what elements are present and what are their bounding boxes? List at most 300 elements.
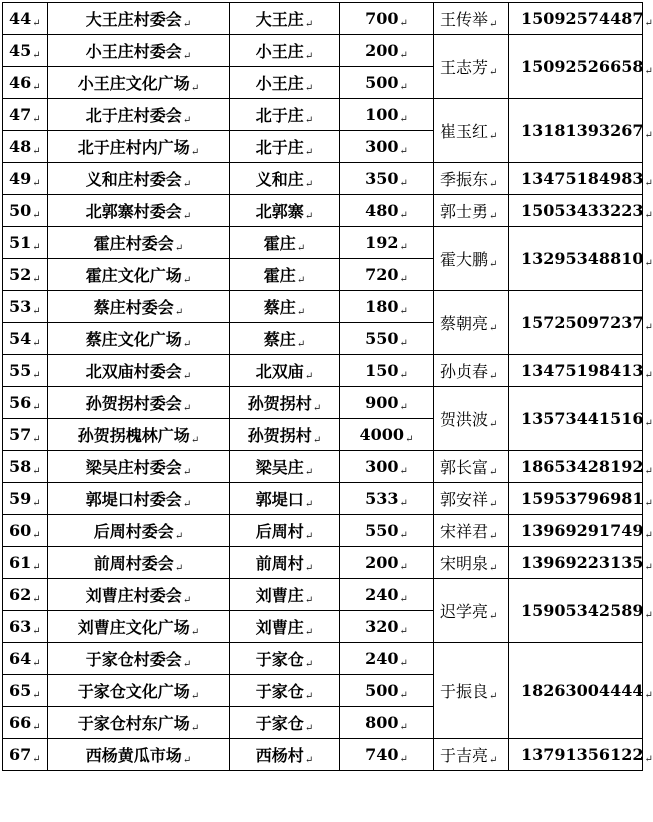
- quantity-text: 550: [365, 520, 399, 540]
- row-number-text: 54: [9, 328, 32, 348]
- quantity: [340, 643, 434, 675]
- village-name: [230, 515, 340, 547]
- contact-phone-text: 15905342589: [521, 600, 644, 620]
- paragraph-mark: ↵: [304, 19, 314, 30]
- paragraph-mark: ↵: [296, 307, 306, 318]
- paragraph-mark: ↵: [182, 19, 192, 30]
- row-number: [3, 227, 48, 259]
- quantity: [340, 483, 434, 515]
- quantity-text: 320: [365, 616, 399, 636]
- site-name-text: 于家仓村东广场: [77, 714, 190, 733]
- contact-name-text: 于振良: [440, 682, 489, 701]
- paragraph-mark: ↵: [644, 209, 653, 221]
- contact-name-text: 霍大鹏: [440, 250, 489, 269]
- village-name: [230, 163, 340, 195]
- quantity-text: 240: [365, 584, 399, 604]
- quantity-text: 480: [365, 200, 399, 220]
- paragraph-mark: ↵: [489, 67, 498, 78]
- paragraph-mark: ↵: [296, 339, 306, 350]
- paragraph-mark: ↵: [399, 273, 408, 285]
- row-number: [3, 163, 48, 195]
- quantity-text: 180: [365, 296, 399, 316]
- contact-phone-text: 13295348810: [521, 248, 644, 268]
- contact-phone: [509, 739, 653, 771]
- contact-name: [434, 163, 509, 195]
- paragraph-mark: ↵: [399, 305, 408, 317]
- paragraph-mark: ↵: [644, 465, 653, 477]
- row-number: [3, 547, 48, 579]
- contact-name: [434, 35, 509, 99]
- table-row: [3, 387, 643, 419]
- paragraph-mark: ↵: [32, 433, 41, 445]
- site-name-text: 蔡庄文化广场: [85, 330, 182, 349]
- site-name-text: 后周村委会: [93, 522, 174, 541]
- contact-phone-text: 15953796981: [521, 488, 644, 508]
- paragraph-mark: ↵: [489, 531, 498, 542]
- table-row: [3, 739, 643, 771]
- contact-name: [434, 547, 509, 579]
- row-number-text: 63: [9, 616, 32, 636]
- quantity-text: 4000: [359, 424, 405, 444]
- paragraph-mark: ↵: [182, 595, 192, 606]
- paragraph-mark: ↵: [32, 657, 41, 669]
- contact-phone: [509, 387, 653, 451]
- paragraph-mark: ↵: [32, 337, 41, 349]
- paragraph-mark: ↵: [182, 467, 192, 478]
- village-name-text: 小王庄: [255, 42, 304, 61]
- quantity: [340, 195, 434, 227]
- site-name-text: 霍庄村委会: [93, 234, 174, 253]
- contact-name: [434, 739, 509, 771]
- paragraph-mark: ↵: [489, 691, 498, 702]
- village-name-text: 北郭寨: [255, 202, 304, 221]
- village-name: [230, 3, 340, 35]
- contact-name: [434, 515, 509, 547]
- row-number-text: 49: [9, 168, 32, 188]
- row-number: [3, 611, 48, 643]
- village-name-text: 孙贺拐村: [247, 394, 312, 413]
- paragraph-mark: ↵: [32, 625, 41, 637]
- paragraph-mark: ↵: [304, 83, 314, 94]
- paragraph-mark: ↵: [399, 689, 408, 701]
- contact-phone: [509, 451, 653, 483]
- village-name: [230, 259, 340, 291]
- row-number-text: 44: [9, 8, 32, 28]
- quantity-text: 100: [365, 104, 399, 124]
- paragraph-mark: ↵: [32, 177, 41, 189]
- site-name-text: 前周村委会: [93, 554, 174, 573]
- paragraph-mark: ↵: [32, 753, 41, 765]
- table-row: [3, 35, 643, 67]
- contact-phone: [509, 195, 653, 227]
- paragraph-mark: ↵: [489, 467, 498, 478]
- village-name-text: 北于庄: [255, 138, 304, 157]
- table-body: [3, 3, 653, 771]
- contact-name-text: 于吉亮: [440, 746, 489, 765]
- paragraph-mark: ↵: [399, 465, 408, 477]
- site-name: [48, 643, 230, 675]
- paragraph-mark: ↵: [32, 241, 41, 253]
- table-row: [3, 99, 643, 131]
- village-name: [230, 419, 340, 451]
- paragraph-mark: ↵: [489, 259, 498, 270]
- paragraph-mark: ↵: [399, 561, 408, 573]
- contact-name: [434, 451, 509, 483]
- site-name-text: 西杨黄瓜市场: [85, 746, 182, 765]
- site-name: [48, 451, 230, 483]
- row-number: [3, 67, 48, 99]
- contact-name: [434, 291, 509, 355]
- site-name: [48, 515, 230, 547]
- paragraph-mark: ↵: [304, 499, 314, 510]
- contact-phone-text: 13181393267: [521, 120, 644, 140]
- contact-phone-text: 15092526658: [521, 56, 644, 76]
- quantity: [340, 355, 434, 387]
- paragraph-mark: ↵: [399, 753, 408, 765]
- village-name-text: 于家仓: [255, 714, 304, 733]
- paragraph-mark: ↵: [644, 321, 653, 333]
- contact-phone-text: 13475184983: [521, 168, 644, 188]
- contact-name-text: 郭长富: [440, 458, 489, 477]
- table-row: [3, 355, 643, 387]
- contact-phone: [509, 547, 653, 579]
- paragraph-mark: ↵: [399, 81, 408, 93]
- contact-name-text: 郭士勇: [440, 202, 489, 221]
- site-name-text: 北于庄村委会: [85, 106, 182, 125]
- table-row: [3, 291, 643, 323]
- table-row: [3, 3, 643, 35]
- village-name: [230, 291, 340, 323]
- row-number: [3, 99, 48, 131]
- paragraph-mark: ↵: [182, 403, 192, 414]
- site-name: [48, 35, 230, 67]
- contact-name-text: 崔玉红: [440, 122, 489, 141]
- row-number: [3, 451, 48, 483]
- row-number: [3, 323, 48, 355]
- paragraph-mark: ↵: [174, 563, 184, 574]
- paragraph-mark: ↵: [32, 305, 41, 317]
- village-name: [230, 547, 340, 579]
- site-name: [48, 355, 230, 387]
- contact-name: [434, 195, 509, 227]
- site-name: [48, 547, 230, 579]
- site-name: [48, 323, 230, 355]
- paragraph-mark: ↵: [32, 209, 41, 221]
- row-number-text: 58: [9, 456, 32, 476]
- paragraph-mark: ↵: [190, 723, 200, 734]
- paragraph-mark: ↵: [644, 417, 653, 429]
- quantity: [340, 291, 434, 323]
- paragraph-mark: ↵: [399, 177, 408, 189]
- paragraph-mark: ↵: [190, 83, 200, 94]
- quantity: [340, 99, 434, 131]
- paragraph-mark: ↵: [32, 81, 41, 93]
- site-name-text: 北于庄村内广场: [77, 138, 190, 157]
- paragraph-mark: ↵: [304, 115, 314, 126]
- row-number: [3, 259, 48, 291]
- village-name-text: 蔡庄: [263, 330, 296, 349]
- row-number-text: 55: [9, 360, 32, 380]
- paragraph-mark: ↵: [405, 433, 414, 445]
- row-number-text: 65: [9, 680, 32, 700]
- paragraph-mark: ↵: [489, 499, 498, 510]
- row-number-text: 47: [9, 104, 32, 124]
- village-name-text: 刘曹庄: [255, 586, 304, 605]
- contact-name: [434, 355, 509, 387]
- contact-name-text: 王志芳: [440, 58, 489, 77]
- village-name: [230, 195, 340, 227]
- row-number: [3, 515, 48, 547]
- row-number: [3, 579, 48, 611]
- paragraph-mark: ↵: [304, 51, 314, 62]
- table-row: [3, 451, 643, 483]
- paragraph-mark: ↵: [32, 593, 41, 605]
- site-name-text: 梁吴庄村委会: [85, 458, 182, 477]
- contact-phone-text: 13475198413: [521, 360, 644, 380]
- quantity: [340, 163, 434, 195]
- table-row: [3, 515, 643, 547]
- paragraph-mark: ↵: [174, 307, 184, 318]
- paragraph-mark: ↵: [32, 17, 41, 29]
- table-row: [3, 643, 643, 675]
- site-table: [2, 2, 653, 771]
- paragraph-mark: ↵: [489, 19, 498, 30]
- paragraph-mark: ↵: [489, 611, 498, 622]
- paragraph-mark: ↵: [304, 531, 314, 542]
- paragraph-mark: ↵: [644, 609, 653, 621]
- quantity-text: 900: [365, 392, 399, 412]
- quantity: [340, 515, 434, 547]
- paragraph-mark: ↵: [32, 113, 41, 125]
- village-name-text: 梁吴庄: [255, 458, 304, 477]
- paragraph-mark: ↵: [399, 625, 408, 637]
- paragraph-mark: ↵: [32, 561, 41, 573]
- quantity: [340, 387, 434, 419]
- contact-name: [434, 579, 509, 643]
- site-name: [48, 739, 230, 771]
- paragraph-mark: ↵: [489, 371, 498, 382]
- contact-name: [434, 643, 509, 739]
- quantity-text: 533: [365, 488, 399, 508]
- paragraph-mark: ↵: [190, 147, 200, 158]
- site-name-text: 大王庄村委会: [85, 10, 182, 29]
- contact-name-text: 贺洪波: [440, 410, 489, 429]
- village-name-text: 后周村: [255, 522, 304, 541]
- village-name: [230, 579, 340, 611]
- site-name: [48, 131, 230, 163]
- site-name-text: 小王庄村委会: [85, 42, 182, 61]
- table-row: [3, 483, 643, 515]
- paragraph-mark: ↵: [182, 115, 192, 126]
- row-number-text: 61: [9, 552, 32, 572]
- quantity: [340, 35, 434, 67]
- paragraph-mark: ↵: [182, 275, 192, 286]
- paragraph-mark: ↵: [174, 531, 184, 542]
- village-name-text: 于家仓: [255, 650, 304, 669]
- contact-name-text: 迟学亮: [440, 602, 489, 621]
- site-name-text: 于家仓村委会: [85, 650, 182, 669]
- contact-phone-text: 13791356122: [521, 744, 644, 764]
- paragraph-mark: ↵: [32, 145, 41, 157]
- site-name: [48, 67, 230, 99]
- village-name: [230, 323, 340, 355]
- quantity: [340, 739, 434, 771]
- paragraph-mark: ↵: [296, 243, 306, 254]
- quantity-text: 150: [365, 360, 399, 380]
- row-number-text: 60: [9, 520, 32, 540]
- village-name: [230, 707, 340, 739]
- quantity-text: 740: [365, 744, 399, 764]
- paragraph-mark: ↵: [182, 755, 192, 766]
- village-name: [230, 739, 340, 771]
- site-name-text: 郭堤口村委会: [85, 490, 182, 509]
- paragraph-mark: ↵: [190, 627, 200, 638]
- paragraph-mark: ↵: [304, 595, 314, 606]
- paragraph-mark: ↵: [644, 17, 653, 29]
- row-number: [3, 387, 48, 419]
- contact-name-text: 王传举: [440, 10, 489, 29]
- table-row: [3, 195, 643, 227]
- contact-name-text: 蔡朝亮: [440, 314, 489, 333]
- paragraph-mark: ↵: [32, 369, 41, 381]
- paragraph-mark: ↵: [304, 147, 314, 158]
- village-name: [230, 67, 340, 99]
- paragraph-mark: ↵: [399, 657, 408, 669]
- quantity: [340, 547, 434, 579]
- row-number: [3, 291, 48, 323]
- site-name-text: 蔡庄村委会: [93, 298, 174, 317]
- village-name-text: 义和庄: [255, 170, 304, 189]
- site-name-text: 北双庙村委会: [85, 362, 182, 381]
- village-name: [230, 99, 340, 131]
- quantity-text: 720: [365, 264, 399, 284]
- paragraph-mark: ↵: [399, 369, 408, 381]
- site-name-text: 孙贺拐村委会: [85, 394, 182, 413]
- contact-name: [434, 227, 509, 291]
- paragraph-mark: ↵: [489, 563, 498, 574]
- site-name-text: 小王庄文化广场: [77, 74, 190, 93]
- quantity-text: 240: [365, 648, 399, 668]
- quantity: [340, 707, 434, 739]
- village-name: [230, 611, 340, 643]
- paragraph-mark: ↵: [182, 211, 192, 222]
- village-name-text: 北于庄: [255, 106, 304, 125]
- quantity: [340, 579, 434, 611]
- paragraph-mark: ↵: [174, 243, 184, 254]
- village-name-text: 霍庄: [263, 266, 296, 285]
- row-number: [3, 483, 48, 515]
- paragraph-mark: ↵: [399, 401, 408, 413]
- quantity-text: 350: [365, 168, 399, 188]
- village-name-text: 霍庄: [263, 234, 296, 253]
- village-name-text: 于家仓: [255, 682, 304, 701]
- contact-phone: [509, 227, 653, 291]
- paragraph-mark: ↵: [304, 467, 314, 478]
- contact-name: [434, 483, 509, 515]
- contact-name: [434, 99, 509, 163]
- paragraph-mark: ↵: [644, 689, 653, 701]
- row-number-text: 59: [9, 488, 32, 508]
- site-name: [48, 611, 230, 643]
- contact-phone-text: 18653428192: [521, 456, 644, 476]
- contact-phone: [509, 643, 653, 739]
- paragraph-mark: ↵: [399, 337, 408, 349]
- paragraph-mark: ↵: [304, 179, 314, 190]
- quantity: [340, 67, 434, 99]
- paragraph-mark: ↵: [644, 497, 653, 509]
- paragraph-mark: ↵: [304, 371, 314, 382]
- row-number-text: 45: [9, 40, 32, 60]
- contact-name-text: 孙贞春: [440, 362, 489, 381]
- paragraph-mark: ↵: [304, 563, 314, 574]
- site-name: [48, 419, 230, 451]
- village-name-text: 蔡庄: [263, 298, 296, 317]
- site-name-text: 霍庄文化广场: [85, 266, 182, 285]
- row-number-text: 51: [9, 232, 32, 252]
- paragraph-mark: ↵: [32, 497, 41, 509]
- contact-name-text: 季振东: [440, 170, 489, 189]
- site-name-text: 刘曹庄村委会: [85, 586, 182, 605]
- village-name: [230, 355, 340, 387]
- paragraph-mark: ↵: [304, 627, 314, 638]
- row-number: [3, 355, 48, 387]
- quantity-text: 500: [365, 680, 399, 700]
- village-name-text: 大王庄: [255, 10, 304, 29]
- paragraph-mark: ↵: [304, 659, 314, 670]
- contact-phone-text: 13969223135: [521, 552, 644, 572]
- row-number: [3, 3, 48, 35]
- contact-phone: [509, 3, 653, 35]
- village-name: [230, 131, 340, 163]
- paragraph-mark: ↵: [644, 129, 653, 141]
- paragraph-mark: ↵: [644, 65, 653, 77]
- village-name: [230, 643, 340, 675]
- paragraph-mark: ↵: [399, 241, 408, 253]
- paragraph-mark: ↵: [182, 51, 192, 62]
- paragraph-mark: ↵: [312, 403, 322, 414]
- quantity-text: 200: [365, 552, 399, 572]
- row-number: [3, 643, 48, 675]
- site-name: [48, 163, 230, 195]
- table-row: [3, 227, 643, 259]
- quantity: [340, 419, 434, 451]
- paragraph-mark: ↵: [182, 499, 192, 510]
- quantity-text: 300: [365, 456, 399, 476]
- quantity-text: 200: [365, 40, 399, 60]
- contact-phone-text: 13969291749: [521, 520, 644, 540]
- village-name: [230, 387, 340, 419]
- village-name-text: 小王庄: [255, 74, 304, 93]
- paragraph-mark: ↵: [644, 561, 653, 573]
- contact-phone-text: 13573441516: [521, 408, 644, 428]
- row-number-text: 48: [9, 136, 32, 156]
- paragraph-mark: ↵: [399, 721, 408, 733]
- row-number-text: 62: [9, 584, 32, 604]
- paragraph-mark: ↵: [489, 211, 498, 222]
- paragraph-mark: ↵: [182, 371, 192, 382]
- row-number-text: 64: [9, 648, 32, 668]
- contact-phone: [509, 355, 653, 387]
- table-row: [3, 547, 643, 579]
- quantity-text: 800: [365, 712, 399, 732]
- paragraph-mark: ↵: [182, 179, 192, 190]
- village-name-text: 刘曹庄: [255, 618, 304, 637]
- quantity: [340, 323, 434, 355]
- row-number-text: 53: [9, 296, 32, 316]
- contact-phone-text: 18263004444: [521, 680, 644, 700]
- village-name: [230, 451, 340, 483]
- row-number: [3, 195, 48, 227]
